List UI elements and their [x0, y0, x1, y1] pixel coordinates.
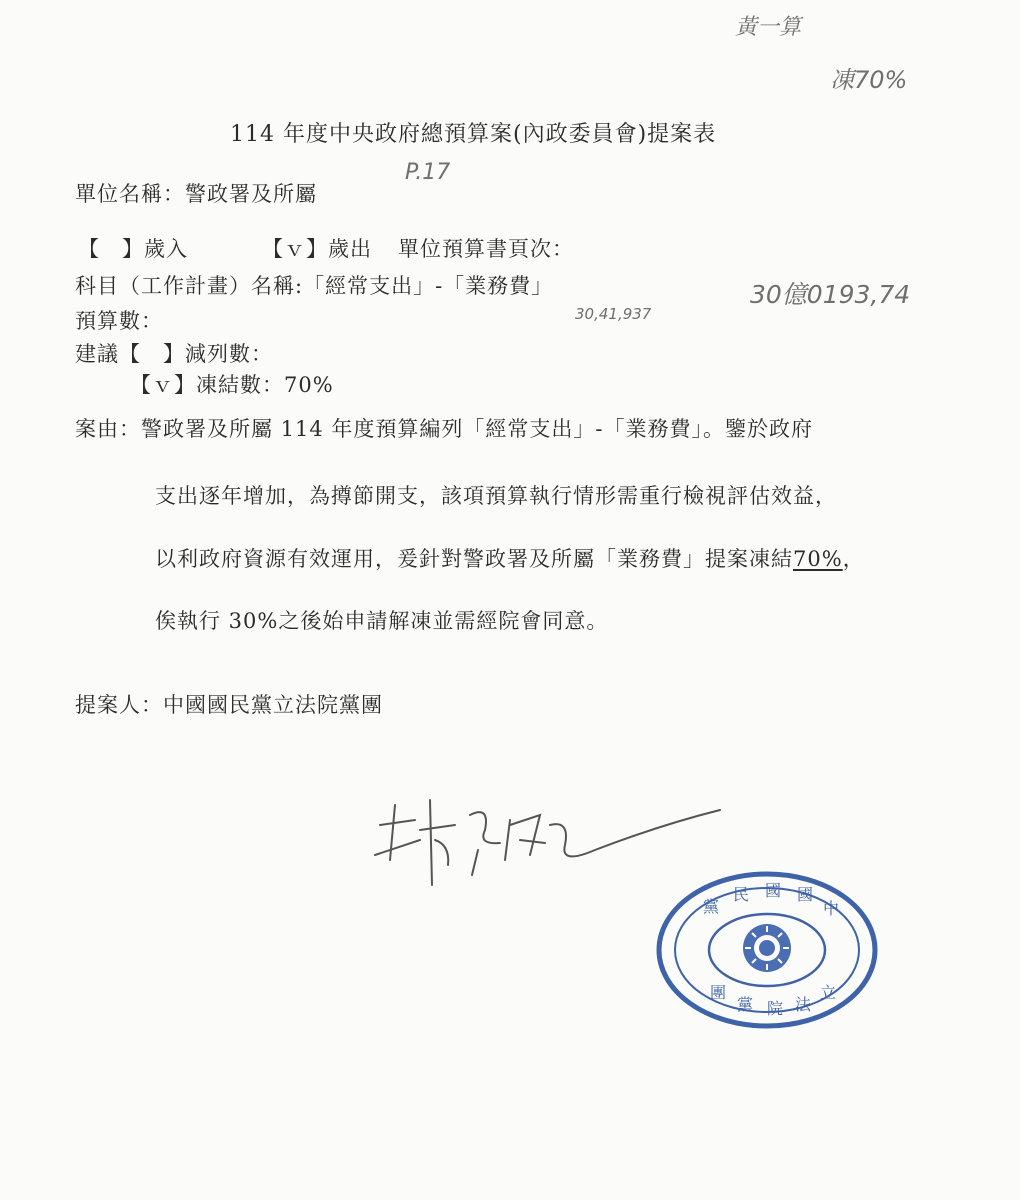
svg-text:國: 國 — [797, 885, 814, 904]
handwritten-amount: 30億0193,74 — [750, 280, 911, 309]
reason-line-1: 案由：警政署及所屬 114 年度預算編列「經常支出」-「業務費」。鑒於政府 — [75, 417, 814, 441]
svg-text:院: 院 — [767, 999, 784, 1018]
freeze-amount-label: 【ｖ】凍結數：70% — [130, 373, 334, 397]
handwritten-amount-small: 30,41,937 — [575, 305, 652, 323]
handwritten-freeze-note: 凍70% — [830, 66, 908, 94]
party-seal — [655, 870, 880, 1030]
svg-text:法: 法 — [795, 995, 812, 1014]
unit-name: 單位名稱：警政署及所屬 — [75, 182, 317, 206]
svg-text:團: 團 — [710, 983, 727, 1002]
suggest-reduction-label: 建議【 】減列數： — [75, 342, 273, 366]
budget-amount-label: 預算數： — [75, 309, 163, 333]
svg-text:黨: 黨 — [703, 897, 720, 916]
svg-text:立: 立 — [820, 983, 837, 1002]
reason-line-3 — [155, 543, 865, 573]
svg-text:中: 中 — [823, 899, 840, 918]
svg-text:國: 國 — [765, 881, 782, 900]
reason-line-3-text: 以利政府資源有效運用，爰針對警政署及所屬「業務費」提案凍結 — [155, 547, 793, 571]
budget-page-label: 單位預算書頁次： — [398, 237, 574, 261]
reason-line-3-end: ， — [842, 547, 865, 571]
svg-text:黨: 黨 — [737, 995, 754, 1014]
proposer: 提案人：中國國民黨立法院黨團 — [75, 693, 383, 717]
form-title: 114 年度中央政府總預算案(內政委員會)提案表 — [230, 122, 717, 147]
expenditure-checkbox-label: 【ｖ】歲出 — [262, 237, 372, 261]
reason-line-4: 俟執行 30%之後始申請解凍並需經院會同意。 — [155, 609, 609, 633]
revenue-checkbox-label: 【 】歲入 — [78, 237, 188, 261]
freeze-percent-underlined: 70% — [793, 547, 843, 571]
svg-text:民: 民 — [733, 885, 750, 904]
subject-name: 科目（工作計畫）名稱:「經常支出」-「業務費」 — [75, 274, 554, 298]
handwritten-page-ref: P.17 — [405, 160, 451, 185]
handwritten-note-top: 黃一算 — [735, 15, 802, 40]
reason-line-2: 支出逐年增加，為撙節開支，該項預算執行情形需重行檢視評估效益， — [155, 484, 837, 508]
